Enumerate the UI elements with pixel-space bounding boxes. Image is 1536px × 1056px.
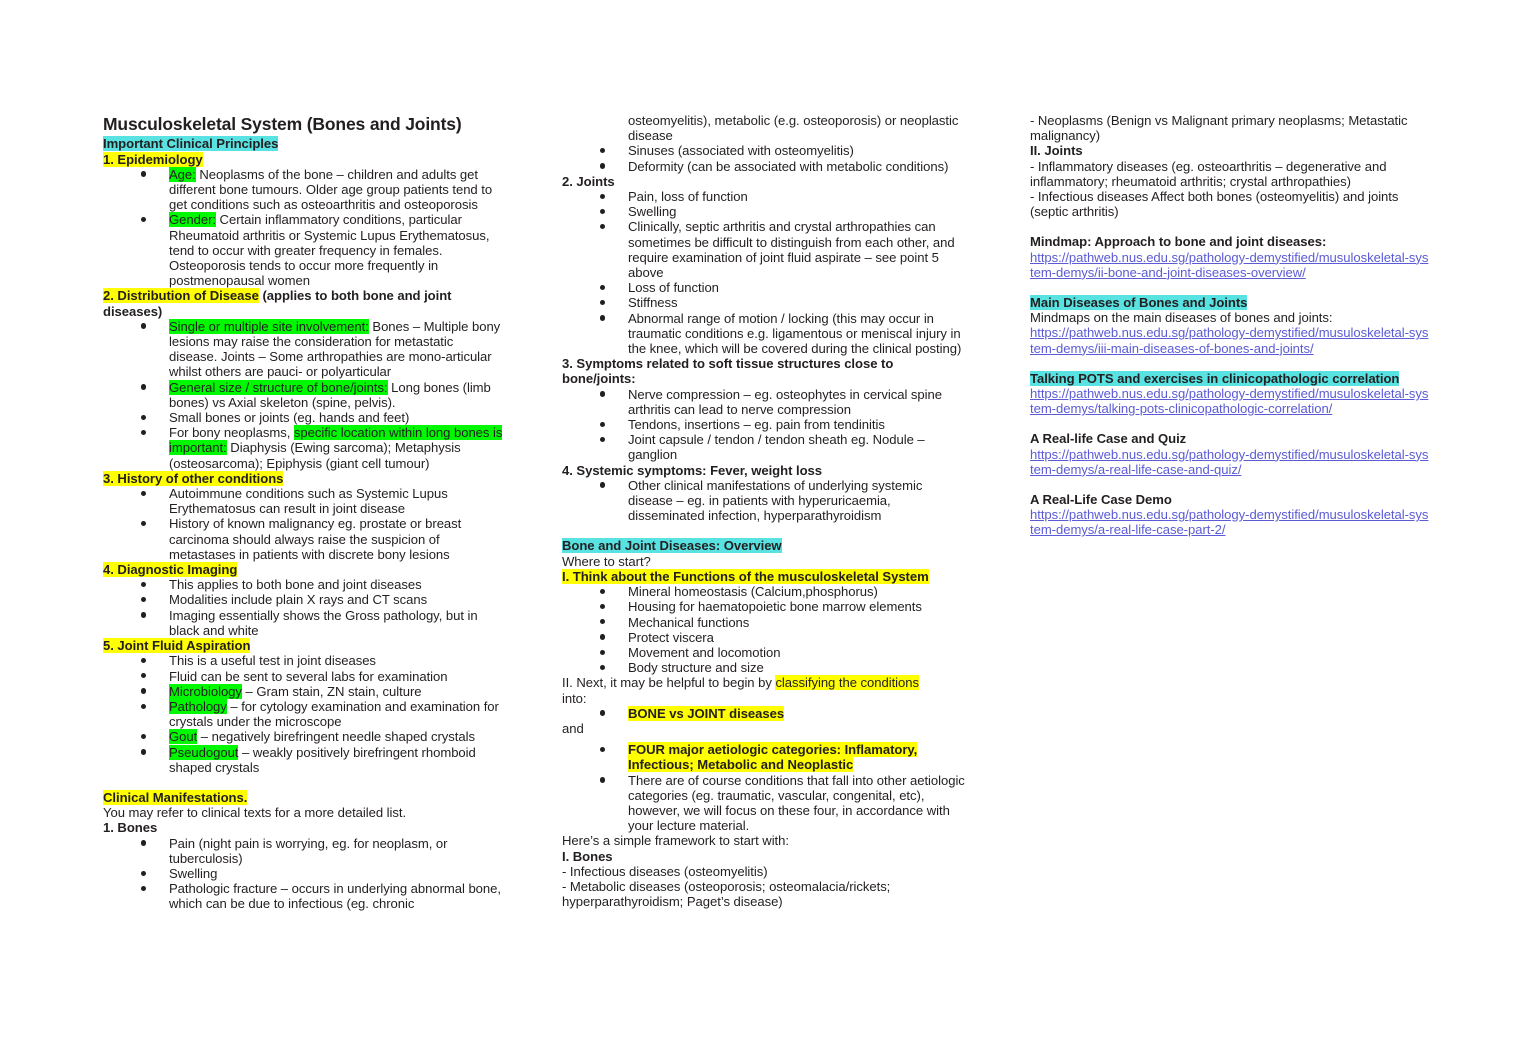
framework-intro: Here’s a simple framework to start with: (562, 833, 789, 849)
list-item: For bony neoplasms, specific location within long bones is important: Diaphysis (Ewing sarcoma); Metaphysis (osteosarcoma); Epiphysis (giant cell tumour) (103, 425, 503, 471)
heading-joints: 2. Joints (562, 173, 615, 189)
list-history (103, 486, 503, 562)
list-item: Pathology – for cytology examination and examination for crystals under the microscope (103, 699, 503, 729)
bullet-icon (141, 688, 146, 693)
list-item: Nerve compression – eg. osteophytes in cervical spine arthritis can lead to nerve compression (562, 387, 966, 417)
column-three (1030, 113, 1430, 538)
list-item: Joint capsule / tendon / tendon sheath eg. Nodule – ganglion (562, 432, 966, 462)
bullet-icon (600, 163, 605, 168)
list-item: Single or multiple site involvement: Bones – Multiple bony lesions may raise the consideration for metastatic disease. Joints – Some arthropathies are mono-articular whilst others are pauci- or polyarticular (103, 319, 503, 380)
list-item: Swelling (103, 866, 503, 881)
list-systemic (562, 478, 966, 524)
list-joint-fluid (103, 653, 503, 775)
main-diseases-subtitle: Mindmaps on the main diseases of bones and joints: (1030, 310, 1333, 326)
list-distribution (103, 319, 503, 471)
heading-history-other-conditions: 3. History of other conditions (103, 470, 284, 486)
bones-metabolic-line: - Metabolic diseases (osteoporosis; osteomalacia/rickets; hyperparathyroidism; Paget’s disease) (562, 878, 891, 910)
bullet-icon (600, 148, 605, 153)
bullet-icon (600, 589, 605, 594)
list-soft-tissue (562, 387, 966, 463)
term-specific-location: specific location within long bones is important: (169, 425, 503, 456)
list-classify-bone-vs-joint (562, 706, 966, 721)
bullet-icon (600, 634, 605, 639)
bullet-icon (600, 315, 605, 320)
link-mindmap-overview[interactable]: https://pathweb.nus.edu.sg/pathology-demystified/musuloskeletal-system-demys/ii-bone-and-joint-diseases-overview/ (1030, 249, 1429, 280)
list-item: Tendons, insertions – eg. pain from tendinitis (562, 417, 966, 432)
list-item: Clinically, septic arthritis and crystal arthropathies can sometimes be difficult to distinguish from each other, and require examination of joint fluid aspirate – see point 5 above (562, 219, 966, 280)
term-general-size: General size / structure of bone/joints: (169, 379, 388, 395)
bullet-icon (600, 422, 605, 427)
spacer (1030, 219, 1430, 234)
heading-bones-framework: I. Bones (562, 848, 613, 864)
list-item: Loss of function (562, 280, 966, 295)
bullet-icon (141, 171, 146, 176)
link-real-life-case-quiz[interactable]: https://pathweb.nus.edu.sg/pathology-demystified/musuloskeletal-system-demys/a-real-life-case-and-quiz/ (1030, 446, 1429, 477)
list-item: Sinuses (associated with osteomyelitis) (562, 143, 966, 158)
classifying-into: into: (562, 690, 587, 706)
heading-real-life-case-quiz: A Real-life Case and Quiz (1030, 431, 1187, 447)
bullet-icon (600, 482, 605, 487)
spacer (562, 523, 966, 538)
term-pathology: Pathology (169, 698, 227, 714)
spacer (103, 775, 503, 790)
list-item: Pain, loss of function (562, 189, 966, 204)
bullet-icon (141, 871, 146, 876)
list-item: There are of course conditions that fall into other aetiologic categories (eg. traumatic, vascular, congenital, etc), however, we will focus on these four, in accordance with your lecture material. (562, 773, 966, 834)
term-pseudogout: Pseudogout (169, 744, 239, 760)
heading-soft-tissue-symptoms: 3. Symptoms related to soft tissue structures close to bone/joints: (562, 356, 894, 387)
heading-diagnostic-imaging: 4. Diagnostic Imaging (103, 562, 238, 578)
list-item-highlighted: FOUR major aetiologic categories: Inflamatory, Infectious; Metabolic and Neoplastic (562, 742, 966, 772)
link-main-diseases[interactable]: https://pathweb.nus.edu.sg/pathology-demystified/musuloskeletal-system-demys/iii-main-diseases-of-bones-and-joints/ (1030, 325, 1429, 356)
link-real-life-case-demo[interactable]: https://pathweb.nus.edu.sg/pathology-demystified/musuloskeletal-system-demys/a-real-life-case-part-2/ (1030, 507, 1429, 538)
bullet-icon (600, 437, 605, 442)
list-item: This is a useful test in joint diseases (103, 653, 503, 668)
bullet-icon (600, 777, 605, 782)
heading-clinical-manifestations: Clinical Manifestations. (103, 789, 248, 805)
bullet-icon (600, 747, 605, 752)
link-talking-pots[interactable]: https://pathweb.nus.edu.sg/pathology-demystified/musuloskeletal-system-demys/talking-pots-clinicopathologic-correlation/ (1030, 386, 1429, 417)
bullet-icon (141, 430, 146, 435)
and-connector: and (562, 720, 584, 736)
bones-neoplasms-line: - Neoplasms (Benign vs Malignant primary neoplasms; Metastatic malignancy) (1030, 113, 1408, 144)
bullet-icon (141, 323, 146, 328)
bullet-icon (141, 658, 146, 663)
heading-talking-pots: Talking POTS and exercises in clinicopathologic correlation (1030, 370, 1400, 386)
list-item-continuation: osteomyelitis), metabolic (e.g. osteoporosis) or neoplastic disease (628, 113, 959, 144)
list-item: Gout – negatively birefringent needle shaped crystals (103, 729, 503, 744)
list-item: Swelling (562, 204, 966, 219)
list-item: History of known malignancy eg. prostate or breast carcinoma should always raise the suspicion of metastases in patients with discrete bony lesions (103, 516, 503, 562)
list-item: Deformity (can be associated with metabolic conditions) (562, 159, 966, 174)
term-age: Age: (169, 166, 196, 182)
list-item: Housing for haematopoietic bone marrow elements (562, 599, 966, 614)
bullet-icon (141, 886, 146, 891)
column-one (103, 113, 503, 912)
spacer (1030, 356, 1430, 371)
list-functions (562, 584, 966, 675)
bullet-icon (600, 209, 605, 214)
term-gender: Gender: (169, 212, 216, 228)
bullet-icon (600, 285, 605, 290)
list-classify-aetiologic (562, 742, 966, 833)
clinical-manifestations-intro: You may refer to clinical texts for a more detailed list. (103, 805, 407, 821)
heading-main-diseases: Main Diseases of Bones and Joints (1030, 295, 1248, 311)
heading-bone-joint-diseases-overview: Bone and Joint Diseases: Overview (562, 538, 782, 554)
list-item: Protect viscera (562, 630, 966, 645)
list-epidemiology (103, 167, 503, 289)
list-bones-symptoms-continued (562, 113, 966, 174)
list-item: Pathologic fracture – occurs in underlying abnormal bone, which can be due to infectious (eg. chronic (103, 881, 503, 911)
bullet-icon (141, 521, 146, 526)
bullet-icon (141, 384, 146, 389)
list-item: Pseudogout – weakly positively birefringent rhomboid shaped crystals (103, 745, 503, 775)
heading-real-life-case-demo: A Real-Life Case Demo (1030, 492, 1172, 508)
joints-infectious-line: - Infectious diseases Affect both bones (osteomyelitis) and joints (septic arthritis) (1030, 189, 1399, 220)
list-item: Modalities include plain X rays and CT scans (103, 592, 503, 607)
list-item: Stiffness (562, 295, 966, 310)
bullet-icon (141, 749, 146, 754)
list-item: Mechanical functions (562, 615, 966, 630)
bullet-icon (600, 194, 605, 199)
bullet-icon (600, 650, 605, 655)
bullet-icon (600, 224, 605, 229)
heading-joints-framework: II. Joints (1030, 143, 1083, 159)
page-title: Musculoskeletal System (Bones and Joints) (103, 114, 462, 134)
term-gout: Gout (169, 729, 198, 745)
list-item: Mineral homeostasis (Calcium,phosphorus) (562, 584, 966, 599)
section-header-important-clinical-principles: Important Clinical Principles (103, 136, 279, 152)
list-item: This applies to both bone and joint diseases (103, 577, 503, 592)
bullet-icon (141, 673, 146, 678)
list-item: Autoimmune conditions such as Systemic Lupus Erythematosus can result in joint disease (103, 486, 503, 516)
column-two (562, 113, 966, 909)
bullet-icon (141, 491, 146, 496)
bullet-icon (141, 704, 146, 709)
bullet-icon (141, 582, 146, 587)
bullet-icon (141, 415, 146, 420)
list-item: Other clinical manifestations of underlying systemic disease – eg. in patients with hyperuricaemia, disseminated infection, hyperparathyroidism (562, 478, 966, 524)
list-item: General size / structure of bone/joints: Long bones (limb bones) vs Axial skeleton (spine, pelvis). (103, 380, 503, 410)
heading-mindmap-approach: Mindmap: Approach to bone and joint diseases: (1030, 234, 1327, 250)
list-item: Age: Neoplasms of the bone – children and adults get different bone tumours. Older age group patients tend to get conditions such as osteoarthritis and osteoporosis (103, 167, 503, 213)
bullet-icon (600, 619, 605, 624)
heading-systemic-symptoms: 4. Systemic symptoms: Fever, weight loss (562, 462, 822, 478)
joints-inflammatory-line: - Inflammatory diseases (eg. osteoarthritis – degenerative and inflammatory; rheumatoid arthritis; crystal arthropathies) (1030, 158, 1387, 189)
spacer (1030, 416, 1430, 431)
classifying-intro: II. Next, it may be helpful to begin by classifying the conditions (562, 675, 919, 691)
spacer (1030, 280, 1430, 295)
heading-joint-fluid-aspiration: 5. Joint Fluid Aspiration (103, 638, 251, 654)
bullet-icon (600, 710, 605, 715)
heading-distribution-of-disease: 2. Distribution of Disease (applies to both bone and joint diseases) (103, 288, 452, 319)
bullet-icon (141, 840, 146, 845)
term-microbiology: Microbiology (169, 683, 242, 699)
list-item-highlighted: BONE vs JOINT diseases (562, 706, 966, 721)
bullet-icon (141, 612, 146, 617)
bullet-icon (141, 734, 146, 739)
heading-bones: 1. Bones (103, 820, 158, 836)
list-item: Body structure and size (562, 660, 966, 675)
bullet-icon (600, 300, 605, 305)
heading-functions-musculoskeletal: I. Think about the Functions of the musculoskeletal System (562, 568, 929, 584)
heading-epidemiology: 1. Epidemiology (103, 151, 203, 167)
spacer (1030, 477, 1430, 492)
list-item: Pain (night pain is worrying, eg. for neoplasm, or tuberculosis) (103, 836, 503, 866)
bullet-icon (141, 597, 146, 602)
list-imaging (103, 577, 503, 638)
list-item: Gender: Certain inflammatory conditions, particular Rheumatoid arthritis or Systemic Lupus Erythematosus, tend to occur with greater frequency in females. Osteoporosis tends to occur more frequently in postmenopausal women (103, 212, 503, 288)
term-single-multiple-site: Single or multiple site involvement: (169, 318, 369, 334)
bones-infectious-line: - Infectious diseases (osteomyelitis) (562, 863, 768, 879)
list-item: Abnormal range of motion / locking (this may occur in traumatic conditions e.g. ligamentous or meniscal injury in the knee, which will be covered during the clinical posting) (562, 311, 966, 357)
list-item: Small bones or joints (eg. hands and feet) (103, 410, 503, 425)
list-bones-symptoms (103, 836, 503, 912)
list-joints-symptoms (562, 189, 966, 356)
list-item: Movement and locomotion (562, 645, 966, 660)
bullet-icon (600, 391, 605, 396)
where-to-start-text: Where to start? (562, 553, 651, 569)
bullet-icon (141, 217, 146, 222)
bullet-icon (600, 604, 605, 609)
list-item: Imaging essentially shows the Gross pathology, but in black and white (103, 608, 503, 638)
bullet-icon (600, 665, 605, 670)
list-item: Microbiology – Gram stain, ZN stain, culture (103, 684, 503, 699)
list-item: Fluid can be sent to several labs for examination (103, 669, 503, 684)
